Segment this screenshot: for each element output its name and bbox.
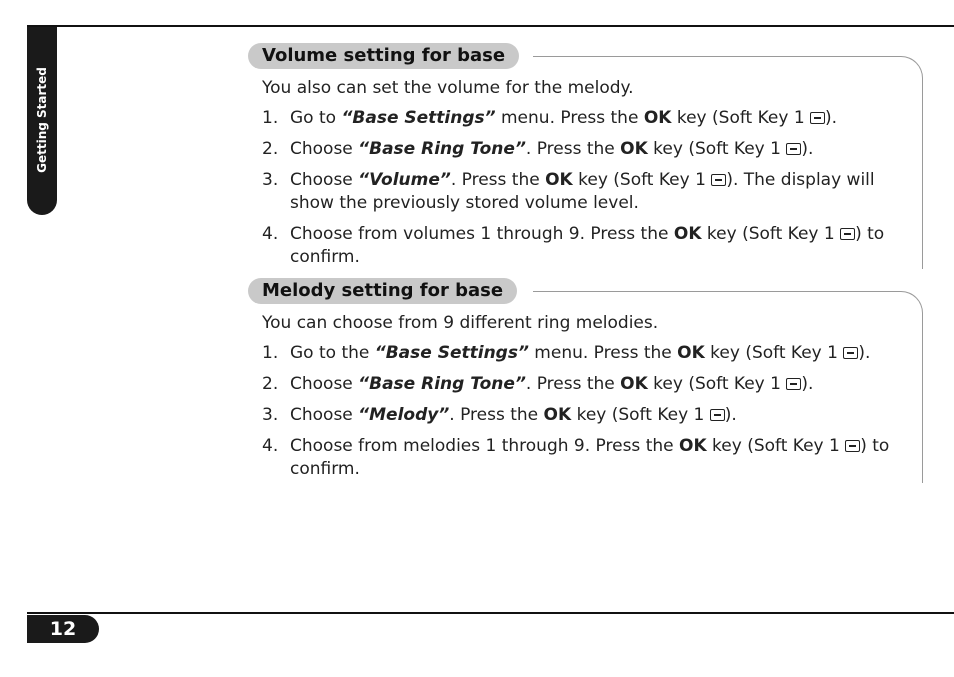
top-rule [27, 25, 954, 27]
section-title: Melody setting for base [248, 278, 517, 304]
list-item: 1. Go to the “Base Settings” menu. Press the OK key (Soft Key 1 ). [262, 343, 871, 363]
list-item: 3. Choose “Melody”. Press the OK key (Soft Key 1 ). [262, 405, 737, 425]
bottom-rule [27, 612, 954, 614]
list-item: 2. Choose “Base Ring Tone”. Press the OK key (Soft Key 1 ). [262, 139, 814, 159]
section-intro: You also can set the volume for the melody. [262, 78, 634, 98]
list-item: 2. Choose “Base Ring Tone”. Press the OK key (Soft Key 1 ). [262, 374, 814, 394]
chapter-tab-label: Getting Started [35, 67, 49, 173]
softkey-icon [786, 143, 801, 155]
list-item: 4. Choose from melodies 1 through 9. Press the OK key (Soft Key 1 ) to confirm. [262, 436, 890, 479]
softkey-icon [840, 228, 855, 240]
step-list [262, 342, 902, 489]
list-item: 4. Choose from volumes 1 through 9. Press the OK key (Soft Key 1 ) to confirm. [262, 224, 885, 267]
softkey-icon [786, 378, 801, 390]
section-volume-setting [248, 43, 923, 269]
section-intro: You can choose from 9 different ring melodies. [262, 313, 659, 333]
softkey-icon [845, 440, 860, 452]
softkey-icon [711, 174, 726, 186]
section-melody-setting [248, 278, 923, 483]
step-list [262, 107, 902, 277]
list-item: 1. Go to “Base Settings” menu. Press the OK key (Soft Key 1 ). [262, 108, 838, 128]
section-title: Volume setting for base [248, 43, 519, 69]
page-number: 12 [27, 615, 99, 643]
softkey-icon [710, 409, 725, 421]
softkey-icon [843, 347, 858, 359]
list-item: 3. Choose “Volume”. Press the OK key (Soft Key 1 ). The display will show the previously stored volume level. [262, 170, 875, 213]
softkey-icon [810, 112, 825, 124]
